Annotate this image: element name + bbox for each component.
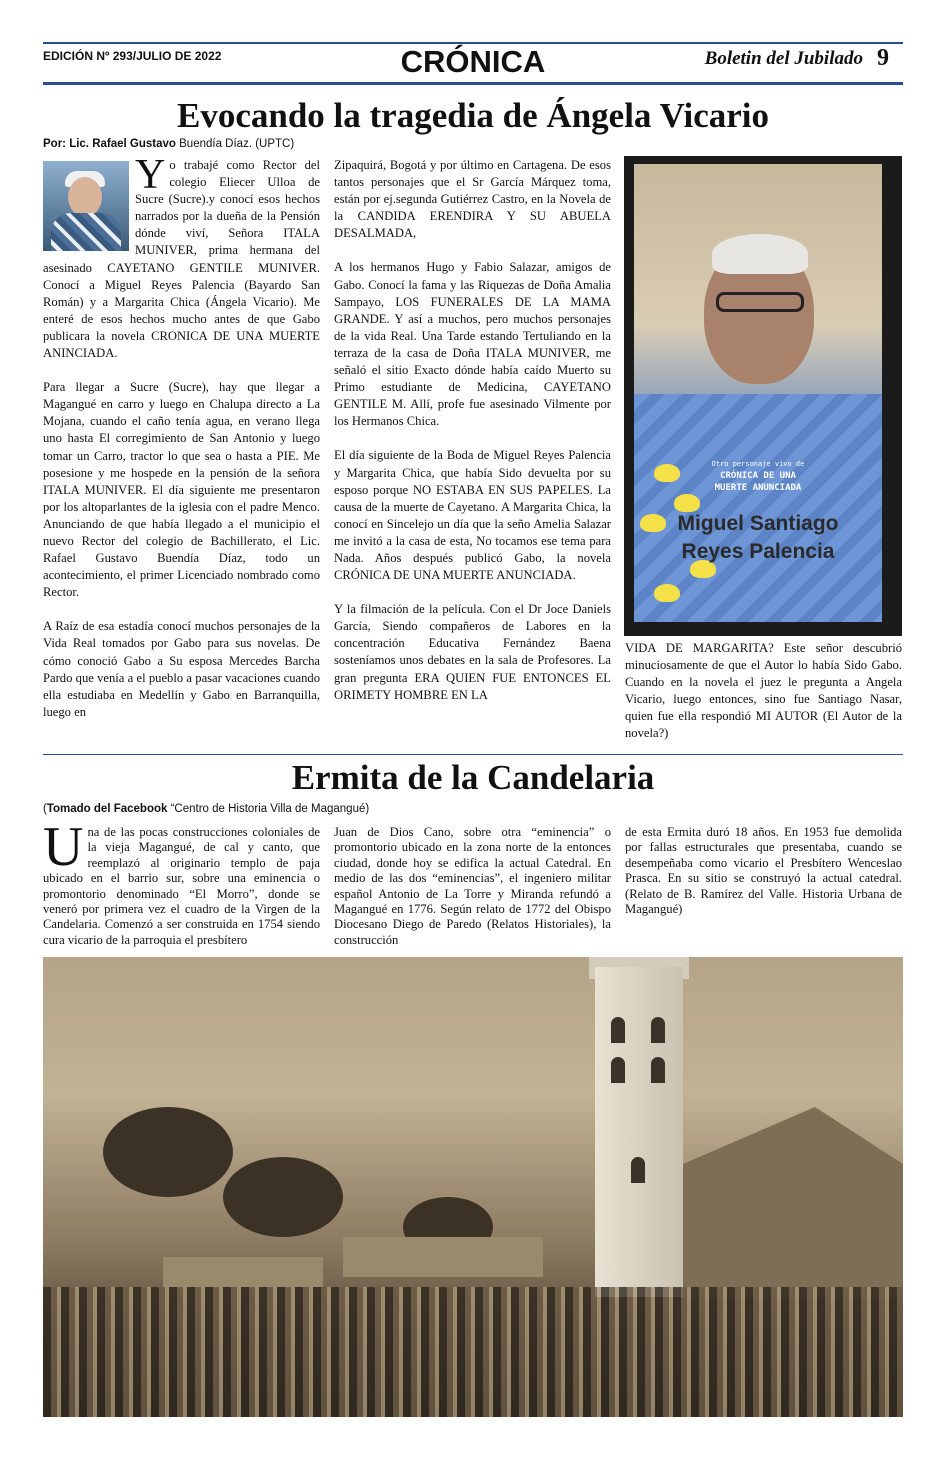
article1-column-3 [625,640,902,743]
article1-paragraph: Zipaquirá, Bogotá y por último en Cartagena. De esos tantos personajes que el Sr García Márquez toma, están por ej.segunda Gutiérrez Castro, en la Novela de la CANDIDA ERENDIRA Y SU ABUELA DESALMADA, [334,158,611,241]
article2-title: Ermita de la Candelaria [291,758,655,797]
palm-tree-shape [223,1157,343,1237]
article2-column-2 [334,825,611,948]
portrait-inner [634,164,882,622]
article1-column-1 [43,152,320,721]
portrait-caption-small: Otro personaje vivo de CRÓNICA DE UNA MUERTE ANUNCIADA [711,460,805,493]
bell-tower-shape [595,967,683,1297]
tower-window-shape [631,1157,645,1183]
section-title: CRÓNICA [400,44,546,79]
article1-paragraph: Y la filmación de la película. Con el Dr Joce Daniels García, Siendo compañeros de Labores en la concentración Educativa Fernández Baena sosteníamos unos debates en la sala de Profesores. La gran pregunta ERA QUIEN FUE ENTONCES EL ORIMETY HOMBRE EN LA [334,602,611,702]
tower-window-shape [651,1017,665,1043]
article2-column-3 [625,825,902,917]
article1-paragraph: Para llegar a Sucre (Sucre), hay que llegar a Magangué en carro y luego en Chalupa directo a La Mojana, cuando el caño tenía agua, en verano llega uno hasta El corregimiento de San Antonio y luego tomar un Carro, tractor lo que sea o hasta a PIE. Me posesione y me hospede en la pensión de la señora ITALA MUNIVER. El día siguiente me presentaron por los altoparlantes de la iglesia con el padre Menco. Anunciando de que había llegado a el municipio el nuevo Rector del colegio de Bachillerato, el Lic. Rafael Gustavo Buendía Díaz, todo un acontecimiento, el primer Licenciado nombrado como Rector. [43,380,320,600]
palm-tree-shape [103,1107,233,1197]
article2-byline: (Tomado del Facebook “Centro de Historia Villa de Magangué) [43,803,370,815]
article2-paragraph: de esta Ermita duró 18 años. En 1953 fue demolida por fallas estructurales que presentaba, cuando se desempeñaba como vicario el Presbítero Wenceslao Prasca. En su sitio se construyó la actual catedral. (Relato de B. Ramírez del Valle. Historia Urbana de Magangué) [625,825,902,917]
portrait-glasses [716,292,804,312]
tower-window-shape [611,1057,625,1083]
church-building-shape [683,1107,903,1297]
dropcap: U [43,816,84,878]
article1-title: Evocando la tragedia de Ángela Vicario [176,96,770,135]
portrait-photo [624,156,902,636]
shirt-shape [51,213,121,251]
head-shape [68,177,102,217]
section-divider [43,754,903,755]
article1-byline: Por: Lic. Rafael Gustavo Buendía Díaz. (UPTC) [43,138,295,150]
page-header [43,42,903,88]
market-roof-shape [343,1237,543,1277]
author-photo [43,161,129,251]
publication-name: Boletin del Jubilado [704,48,863,69]
article1-column-2 [334,157,611,704]
article2-column-1 [43,816,320,948]
tower-window-shape [611,1017,625,1043]
article1-paragraph: El día siguiente de la Boda de Miguel Reyes Palencia y Margarita Chica, que había Sido devuelta por su esposo porque NO ESTABA EN SUS PAPELES. La causa de la muerte de Cayetano. A Margarita Chica, la conocí en Sincelejo un día que la seño Amelia Salazar me invitó a la casa de esta, No tocamos ese tema para Nada. Años después publicó Gabo, la novela CRÓNICA DE UNA MUERTE ANUNCIADA. [334,448,611,583]
header-bottom-rule [43,82,903,85]
article1-paragraph: A Raíz de esa estadía conocí muchos personajes de la Vida Real tomados por Gabo para sus novelas. De cómo conoció Gabo a Su esposa Mercedes Barcha Pardo que venía a el pueblo a pasar vacaciones cuando ella estudiaba en Medellín y Gabo en Barranquilla, luego en [43,619,320,719]
edition-label: EDICIÓN Nº 293/JULIO DE 2022 [43,49,222,63]
crowd-shape [43,1287,903,1417]
page-number: 9 [877,45,889,71]
article1-paragraph: Yo trabajé como Rector del colegio Eliecer Ulloa de Sucre (Sucre).y conocí esos hechos narrados por la dueña de la Pensión dónde viví, Señora ITALA MUNIVER, prima hermana del asesinado CAYETANO GENTILE MUNIVER. Conocí a Miguel Reyes Palencia (Bayardo San Román) y a Margarita Chica (Ángela Vicario). Me enteré de esos hechos mucho antes de que Gabo publicara la novela CRONICA DE UNA MUERTE ANINCIADA. [43,152,320,361]
portrait-hair [712,234,808,274]
dropcap: Y [135,152,166,198]
tower-window-shape [651,1057,665,1083]
butterfly-icon [654,584,680,602]
article2-paragraph: na de las pocas construcciones coloniales de la vieja Magangué, de cal y canto, que reemplazó al originario templo de paja ubicado en el barrio sur, sobre una eminencia o promontorio denominado “El Morro”, donde se veneró por primera vez el cuadro de la Virgen de la Candelaria. Comenzó a ser construida en 1754 siendo cura vicario de la parroquia el presbítero [43,825,320,947]
article2-paragraph: Juan de Dios Cano, sobre otra “eminencia” o promontorio ubicado en la zona norte de la entonces ciudad, donde hoy se edifica la actual Catedral. En medio de las dos “eminencias”, el ingeniero militar español Antonio de La Torre y Miranda refundó a Magangué en 1776. Según relato de 1772 del Obispo Diocesano Diego de Paredo (Relatos Historiales), la construcción [334,825,611,947]
portrait-caption-big: Miguel Santiago Reyes Palencia [677,512,839,563]
market-roof-shape [163,1257,323,1287]
article1-paragraph: VIDA DE MARGARITA? Este señor descubrió minuciosamente de que el Autor lo había Sido Gabo. Cuando en la novela el juez le pregunta a Angela Vicario, luego entonces, sino fue Santiago Nasar, quien fue ella respondió MI AUTOR (El Autor de la novela?) [625,641,902,741]
article1-paragraph: A los hermanos Hugo y Fabio Salazar, amigos de Gabo. Conocí la fama y las Riquezas de Doña Amalia Sampayo, LOS FUNERALES DE LA MAMA GRANDE. Y así a muchos, pero muchos personajes de la vida Real. Una Tarde estando Tertuliando en la terraza de la casa de Doña ITALA MUNIVER, me señaló el sitio Exacto dónde había caído Muerto su Primo estudiante de Medicina, CAYETANO GENTILE M. Allí, profe fue asesinado Vilmente por los Hermanos Chica. [334,260,611,429]
ermita-historic-photo [43,957,903,1417]
